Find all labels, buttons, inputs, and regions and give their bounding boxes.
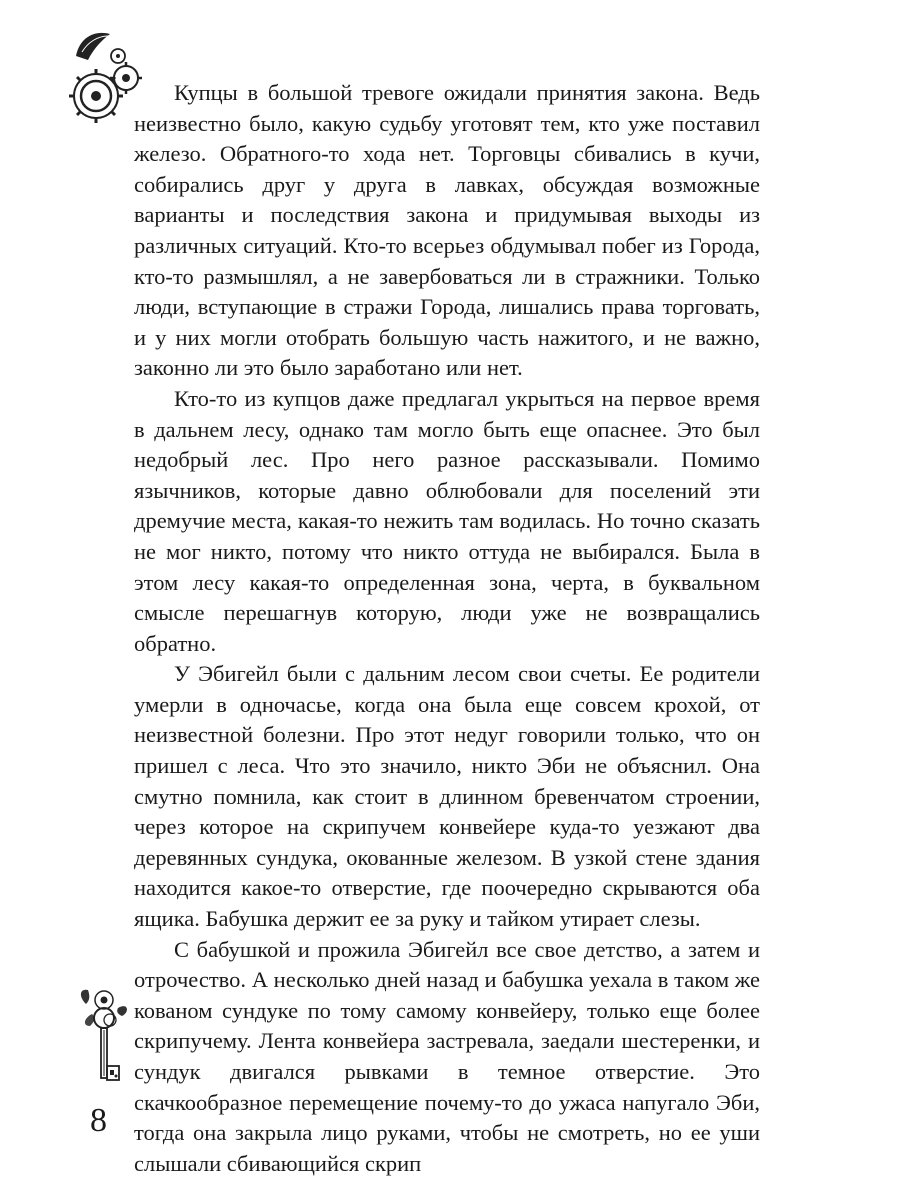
main-text	[134, 78, 760, 1179]
paragraph-3: У Эбигейл были с дальним лесом свои счеты. Ее родители умерли в одночасье, когда она была еще совсем крохой, от неизвестной болезни. Про этот недуг говорили только, что он пришел с леса. Что это значило, никто Эби не объяснил. Она смутно помнила, как стоит в длинном бревенчатом строении, через которое на скрипучем конвейере куда-то уезжают два деревянных сундука, окованные железом. В узкой стене здания находится какое-то отверстие, где поочередно скрываются оба ящика. Бабушка держит ее за руку и тайком утирает слезы.	[134, 661, 760, 932]
paragraph-2: Кто-то из купцов даже предлагал укрыться на первое время в дальнем лесу, однако там могло быть еще опаснее. Это был недобрый лес. Про него разное рассказывали. Помимо язычников, которые давно облюбовали для поселений эти дремучие места, какая-то нежить там водилась. Но точно сказать не мог никто, потому что никто оттуда не выбирался. Была в этом лесу какая-то определенная зона, черта, в буквальном смысле перешагнув которую, люди уже не возвращались обратно.	[134, 385, 760, 656]
paragraph-1: Купцы в большой тревоге ожидали принятия закона. Ведь неизвестно было, какую судьбу уготовят тем, кто уже поставил железо. Обратного-то хода нет. Торговцы сбивались в кучи, собирались друг у друга в лавках, обсуждая возможные варианты и последствия закона и придумывая выходы из различных ситуаций. Кто-то всерьез обдумывал побег из Города, кто-то размышлял, а не завербоваться ли в стражники. Только люди, вступающие в стражи Города, лишались права торговать, и у них могли отобрать большую часть нажитого, и не важно, законно ли это было заработано или нет.	[134, 80, 760, 381]
page-number: 8	[90, 1102, 107, 1139]
key-ornament-icon	[74, 982, 132, 1092]
paragraph-4: С бабушкой и прожила Эбигейл все свое детство, а затем и отрочество. А несколько дней назад и бабушка уехала в таком же кованом сундуке по тому самому конвейеру, только еще более скрипучему. Лента конвейера застревала, заедали шестеренки, и сундук двигался рывками в темное отверстие. Это скачкообразное перемещение почему-то до ужаса напугало Эби, тогда она закрыла лицо руками, чтобы не смотреть, но ее уши слышали сбивающийся скрип	[134, 936, 760, 1176]
